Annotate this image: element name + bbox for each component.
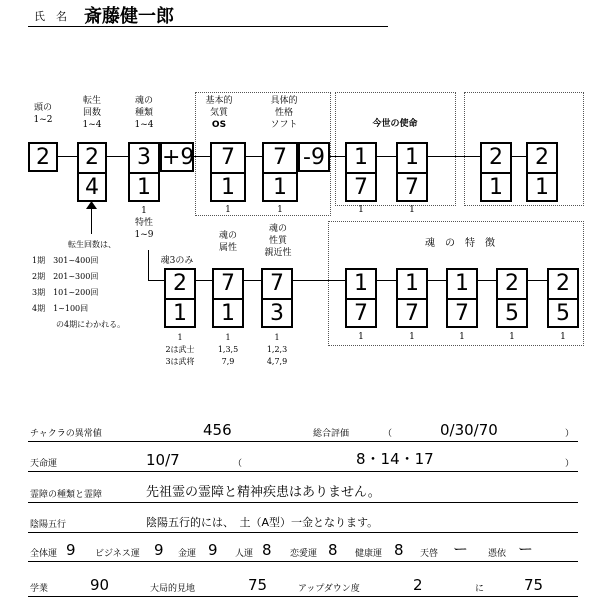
luck-love-value: 8 <box>328 541 338 559</box>
soul-nature-notes: 1 1,2,3 4,7,9 <box>266 333 288 366</box>
head-label: 頭の 1~2 <box>33 103 53 125</box>
b3-divider <box>263 298 291 300</box>
soul-drop-line <box>148 250 149 280</box>
m3-top-value: 2 <box>489 145 503 170</box>
special-box-2 <box>396 268 428 328</box>
plus9-box <box>160 142 194 172</box>
b3-top-value: 7 <box>270 271 284 296</box>
b2-top-value: 7 <box>221 271 235 296</box>
os-box <box>210 142 246 202</box>
s5-bottom-value: 5 <box>556 301 570 326</box>
b1-top-value: 2 <box>173 271 187 296</box>
luck-possession-value: ー <box>518 540 534 558</box>
overall-open: （ <box>383 429 393 439</box>
specific-personality-label: 具体的 性格 ソフト <box>270 96 298 130</box>
soul3-notes: 1 2は武士 3は武将 <box>165 333 195 366</box>
soul-top-value: 3 <box>137 145 151 170</box>
chakra-row <box>28 423 578 442</box>
tenmei-close: ） <box>565 459 575 469</box>
b3-bottom-value: 3 <box>270 301 284 326</box>
m4-bottom-value: 1 <box>535 175 549 200</box>
m1-below-value: 1 <box>358 205 364 215</box>
m2-bottom-value: 7 <box>405 175 419 200</box>
m3-bottom-value: 1 <box>489 175 503 200</box>
soft-below-value: 1 <box>277 205 283 215</box>
os-below-value: 1 <box>225 205 231 215</box>
m4-divider <box>528 172 556 174</box>
m2-below-value: 1 <box>409 205 415 215</box>
spirit-row <box>28 484 578 503</box>
overall-label: 総合評価 <box>313 429 350 439</box>
s1-divider <box>347 298 375 300</box>
luck-business-value: 9 <box>154 541 164 559</box>
soul-nature-box <box>261 268 293 328</box>
reinc-bottom-value: 4 <box>85 175 99 200</box>
special-box-5 <box>547 268 579 328</box>
arrow-shaft <box>91 206 92 234</box>
soul-type-box <box>128 142 160 202</box>
updown-label: アップダウン度 <box>298 584 360 594</box>
soul-type-label: 魂の 種類 1~4 <box>134 96 154 130</box>
s5-below-value: 1 <box>560 332 566 342</box>
luck-people-value: 8 <box>262 541 272 559</box>
s4-divider <box>498 298 526 300</box>
tenmei-value2: 8・14・17 <box>356 450 434 468</box>
soft-box <box>262 142 298 202</box>
overall-value: 0/30/70 <box>440 421 498 439</box>
chakra-value: 456 <box>203 421 232 439</box>
soul-attr-box <box>212 268 244 328</box>
m2-divider <box>398 172 426 174</box>
soft-divider <box>264 172 296 174</box>
s4-below-value: 1 <box>509 332 515 342</box>
b1-bottom-value: 1 <box>173 301 187 326</box>
special-box-1 <box>345 268 377 328</box>
reinc-note-line-4: 4期 1~100回 <box>32 304 89 313</box>
study-value: 90 <box>90 576 110 594</box>
reinc-divider <box>79 172 105 174</box>
soul-nature-label: 魂の 性質 親近性 <box>264 224 292 258</box>
head-value: 2 <box>36 145 50 170</box>
special-box-3 <box>446 268 478 328</box>
reincarnation-label: 転生 回数 1~4 <box>82 96 102 130</box>
yinyang-label: 陰陽五行 <box>30 520 67 530</box>
soul3-box <box>164 268 196 328</box>
study-label: 学業 <box>30 584 49 594</box>
mission-box-4 <box>526 142 558 202</box>
os-top-value: 7 <box>221 145 235 170</box>
luck-health-label: 健康運 <box>355 549 383 559</box>
m1-bottom-value: 7 <box>354 175 368 200</box>
s2-divider <box>398 298 426 300</box>
tenmei-label: 天命運 <box>30 459 58 469</box>
m4-top-value: 2 <box>535 145 549 170</box>
s1-below-value: 1 <box>358 332 364 342</box>
luck-business-label: ビジネス運 <box>95 549 140 559</box>
os-divider <box>212 172 244 174</box>
overall-close: ） <box>565 429 575 439</box>
reinc-note-line-3: 3期 101~200回 <box>32 288 99 297</box>
s5-divider <box>549 298 577 300</box>
reinc-note-intro: 転生回数は、 <box>68 240 116 249</box>
ni-value: 75 <box>524 576 544 594</box>
s4-bottom-value: 5 <box>505 301 519 326</box>
perspective-value: 75 <box>248 576 268 594</box>
head-box <box>28 142 58 172</box>
reinc-box <box>77 142 107 202</box>
soul-divider <box>130 172 158 174</box>
luck-money-value: 9 <box>208 541 218 559</box>
name-header <box>28 2 388 27</box>
minus9-box <box>298 142 330 172</box>
tenmei-value: 10/7 <box>146 451 180 469</box>
b2-bottom-value: 1 <box>221 301 235 326</box>
study-row <box>28 578 578 597</box>
soft-top-value: 7 <box>273 145 287 170</box>
s2-bottom-value: 7 <box>405 301 419 326</box>
soul-bottom-value: 1 <box>137 175 151 200</box>
special-box-4 <box>496 268 528 328</box>
s3-below-value: 1 <box>459 332 465 342</box>
s1-bottom-value: 7 <box>354 301 368 326</box>
name-label: 氏 名 <box>34 10 67 23</box>
m1-divider <box>347 172 375 174</box>
ni-label: に <box>475 584 485 594</box>
m3-divider <box>482 172 510 174</box>
luck-revelation-value: ー <box>453 540 469 558</box>
s3-divider <box>448 298 476 300</box>
luck-love-label: 恋愛運 <box>290 549 318 559</box>
mission-box-1 <box>345 142 377 202</box>
chakra-label: チャクラの異常値 <box>30 429 102 439</box>
luck-revelation-label: 天啓 <box>420 549 439 559</box>
updown-value: 2 <box>413 576 423 594</box>
s3-top-value: 1 <box>455 271 469 296</box>
soul-attr-notes: 1 1,3,5 7,9 <box>217 333 239 366</box>
soul-special-label: 魂 の 特 徴 <box>425 238 495 249</box>
os-bottom-value: 1 <box>221 175 235 200</box>
s2-top-value: 1 <box>405 271 419 296</box>
mission-box-3 <box>480 142 512 202</box>
s5-top-value: 2 <box>556 271 570 296</box>
perspective-label: 大局的見地 <box>150 584 196 594</box>
luck-possession-label: 憑依 <box>488 549 507 559</box>
yinyang-row <box>28 514 578 533</box>
s1-top-value: 1 <box>354 271 368 296</box>
m1-top-value: 1 <box>354 145 368 170</box>
mission-label: 今世の使命 <box>372 119 418 129</box>
plus9-value: +9 <box>162 145 195 170</box>
yinyang-value: 陰陽五行的には、 土（A型）一金となります。 <box>146 516 379 529</box>
basic-temperament-label: 基本的 気質 OS <box>205 96 233 130</box>
soul-trait-label: 1 特性 1~9 <box>134 206 154 240</box>
spirit-value: 先祖霊の霊障と精神疾患はありません。 <box>146 485 381 500</box>
tenmei-open: （ <box>233 459 243 469</box>
name-value: 斎藤健一郎 <box>84 6 174 27</box>
soul3-only-label: 魂3のみ <box>160 256 194 266</box>
luck-all-label: 全体運 <box>30 549 58 559</box>
reinc-note <box>32 238 125 332</box>
mission-box-2 <box>396 142 428 202</box>
spirit-label: 霊障の種類と霊障 <box>30 490 103 500</box>
minus9-value: -9 <box>303 145 325 170</box>
s4-top-value: 2 <box>505 271 519 296</box>
b2-divider <box>214 298 242 300</box>
reinc-note-outro: の4期にわかれる。 <box>56 320 126 329</box>
luck-health-value: 8 <box>394 541 404 559</box>
s2-below-value: 1 <box>409 332 415 342</box>
reinc-note-line-1: 1期 301~400回 <box>32 256 99 265</box>
luck-all-value: 9 <box>66 541 76 559</box>
soft-bottom-value: 1 <box>273 175 287 200</box>
soul-attr-label: 魂の 属性 <box>218 231 237 253</box>
reinc-top-value: 2 <box>85 145 99 170</box>
tenmei-row <box>28 450 578 472</box>
luck-row <box>28 540 578 562</box>
arrow-up-icon <box>86 201 97 209</box>
reinc-note-line-2: 2期 201~300回 <box>32 272 99 281</box>
luck-money-label: 金運 <box>178 549 197 559</box>
luck-people-label: 人運 <box>235 549 254 559</box>
b1-divider <box>166 298 194 300</box>
m2-top-value: 1 <box>405 145 419 170</box>
s3-bottom-value: 7 <box>455 301 469 326</box>
